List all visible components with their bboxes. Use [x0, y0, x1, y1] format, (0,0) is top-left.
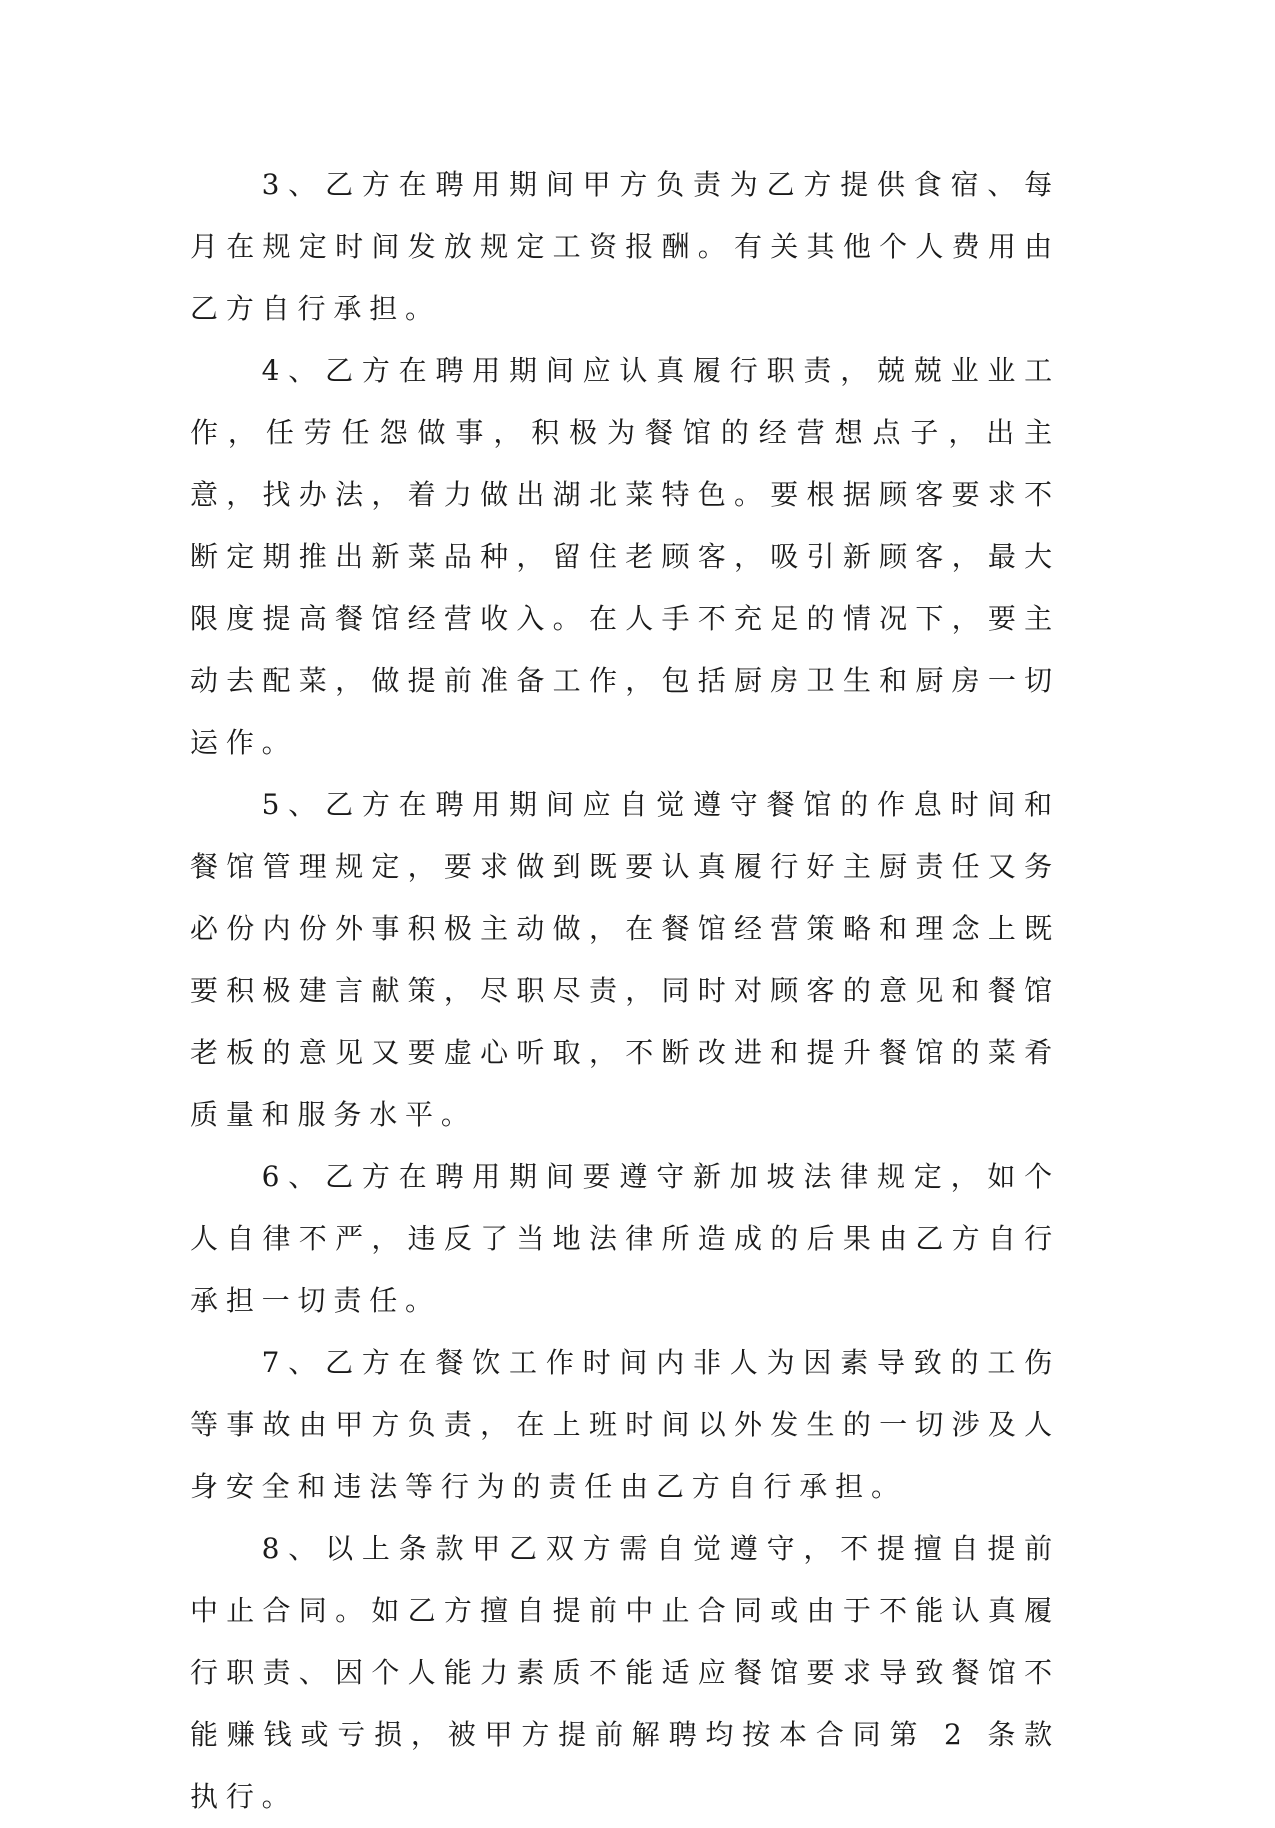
document-body: [190, 154, 1060, 1828]
clause-3: 3、乙方在聘用期间甲方负责为乙方提供食宿、每月在规定时间发放规定工资报酬。有关其他个人费用由乙方自行承担。: [190, 168, 1060, 325]
clause-6: 6、乙方在聘用期间要遵守新加坡法律规定，如个人自律不严，违反了当地法律所造成的后果由乙方自行承担一切责任。: [190, 1160, 1060, 1317]
clause-4: 4、乙方在聘用期间应认真履行职责，兢兢业业工作，任劳任怨做事，积极为餐馆的经营想点子，出主意，找办法，着力做出湖北菜特色。要根据顾客要求不断定期推出新菜品种，留住老顾客，吸引新顾客，最大限度提高餐馆经营收入。在人手不充足的情况下，要主动去配菜，做提前准备工作，包括厨房卫生和厨房一切运作。: [190, 354, 1060, 759]
clause-8: 8、以上条款甲乙双方需自觉遵守，不提擅自提前中止合同。如乙方擅自提前中止合同或由于不能认真履行职责、因个人能力素质不能适应餐馆要求导致餐馆不能赚钱或亏损，被甲方提前解聘均按本合同第 2 条款执行。: [190, 1532, 1060, 1813]
clause-5: 5、乙方在聘用期间应自觉遵守餐馆的作息时间和餐馆管理规定，要求做到既要认真履行好主厨责任又务必份内份外事积极主动做，在餐馆经营策略和理念上既要积极建言献策，尽职尽责，同时对顾客的意见和餐馆老板的意见又要虚心听取，不断改进和提升餐馆的菜肴质量和服务水平。: [190, 788, 1060, 1131]
clause-7: 7、乙方在餐饮工作时间内非人为因素导致的工伤等事故由甲方负责，在上班时间以外发生的一切涉及人身安全和违法等行为的责任由乙方自行承担。: [190, 1346, 1060, 1503]
